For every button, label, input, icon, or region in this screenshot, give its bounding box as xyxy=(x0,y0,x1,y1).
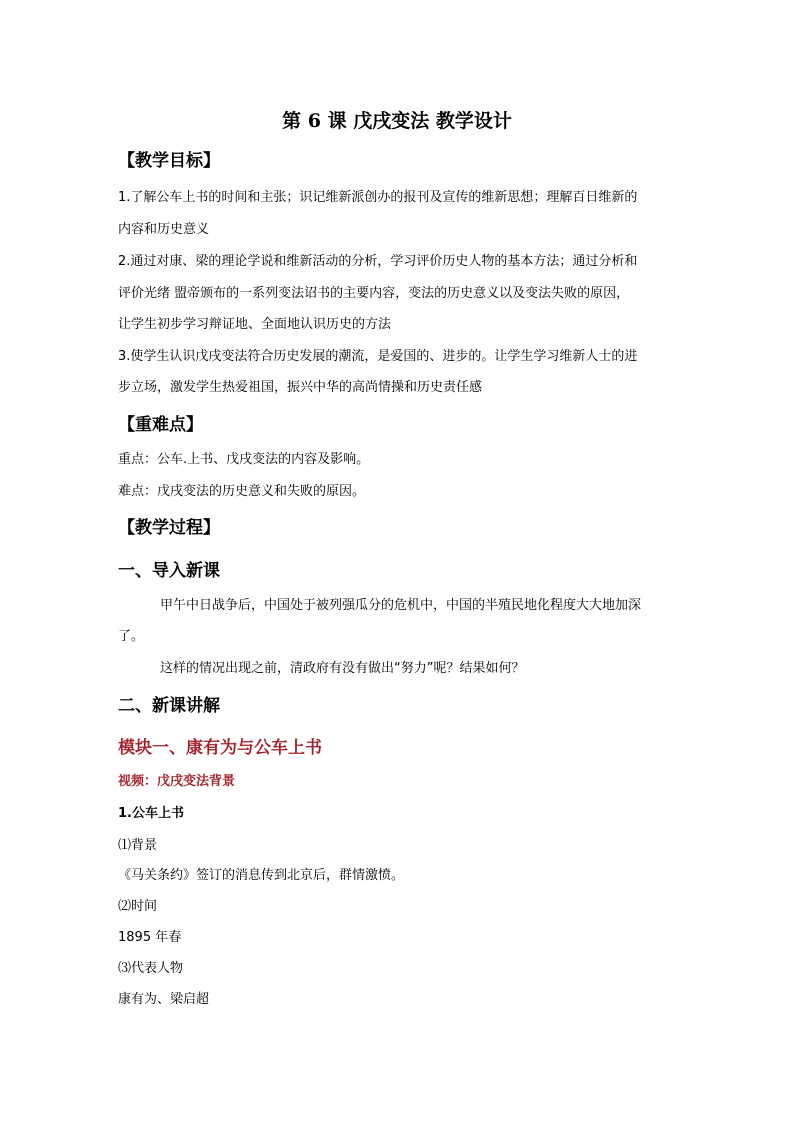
key-point-important: 重点：公车.上书、戊戌变法的内容及影响。 xyxy=(118,452,370,467)
goal-1-line-2: 内容和历史意义 xyxy=(118,222,210,237)
goal-3-line-1: 3.使学生认识戊戌变法符合历史发展的潮流，是爱国的、进步的。让学生学习维新人士的进 xyxy=(118,349,638,364)
section-heading-key-points: 【重难点】 xyxy=(118,415,203,435)
item-1-heading: 1.公车上书 xyxy=(118,806,184,821)
time-label: ⑵时间 xyxy=(118,899,158,914)
module-one-heading: 模块一、康有为与公车上书 xyxy=(118,738,322,758)
video-label: 视频：戊戌变法背景 xyxy=(118,774,236,789)
goal-2-line-2: 评价光绪 盟帝颁布的一系列变法诏书的主要内容，变法的历史意义以及变法失败的原因， xyxy=(118,286,630,301)
intro-paragraph-1-line-1: 甲午中日战争后，中国处于被列强瓜分的危机中，中国的半殖民地化程度大大地加深 xyxy=(160,598,642,613)
lecture-heading: 二、新课讲解 xyxy=(118,696,220,716)
key-point-difficult: 难点：戊戌变法的历史意义和失败的原因。 xyxy=(118,484,366,499)
goal-2-line-1: 2.通过对康、梁的理论学说和维新活动的分析，学习评价历史人物的基本方法；通过分析和 xyxy=(118,254,638,269)
time-text: 1895 年春 xyxy=(118,930,182,945)
document-title: 第 6 课 戊戌变法 教学设计 xyxy=(282,110,512,132)
section-heading-process: 【教学过程】 xyxy=(118,518,220,538)
goal-1-line-1: 1.了解公车上书的时间和主张；识记维新派创办的报刊及宣传的维新思想；理解百日维新的 xyxy=(118,190,638,205)
intro-heading: 一、导入新课 xyxy=(118,561,220,581)
background-text: 《马关条约》签订的消息传到北京后，群情激愤。 xyxy=(118,868,405,883)
people-text: 康有为、梁启超 xyxy=(118,992,210,1007)
people-label: ⑶代表人物 xyxy=(118,961,184,976)
intro-paragraph-1-line-2: 了。 xyxy=(118,629,145,644)
intro-paragraph-2: 这样的情况出现之前，清政府有没有做出“努力”呢？结果如何？ xyxy=(160,661,525,676)
goal-3-line-2: 步立场，激发学生热爱祖国，振兴中华的高尚情操和历史责任感 xyxy=(118,380,483,395)
section-heading-goals: 【教学目标】 xyxy=(118,151,220,171)
background-label: ⑴背景 xyxy=(118,838,158,853)
goal-2-line-3: 让学生初步学习辩证地、全面地认识历史的方法 xyxy=(118,317,392,332)
